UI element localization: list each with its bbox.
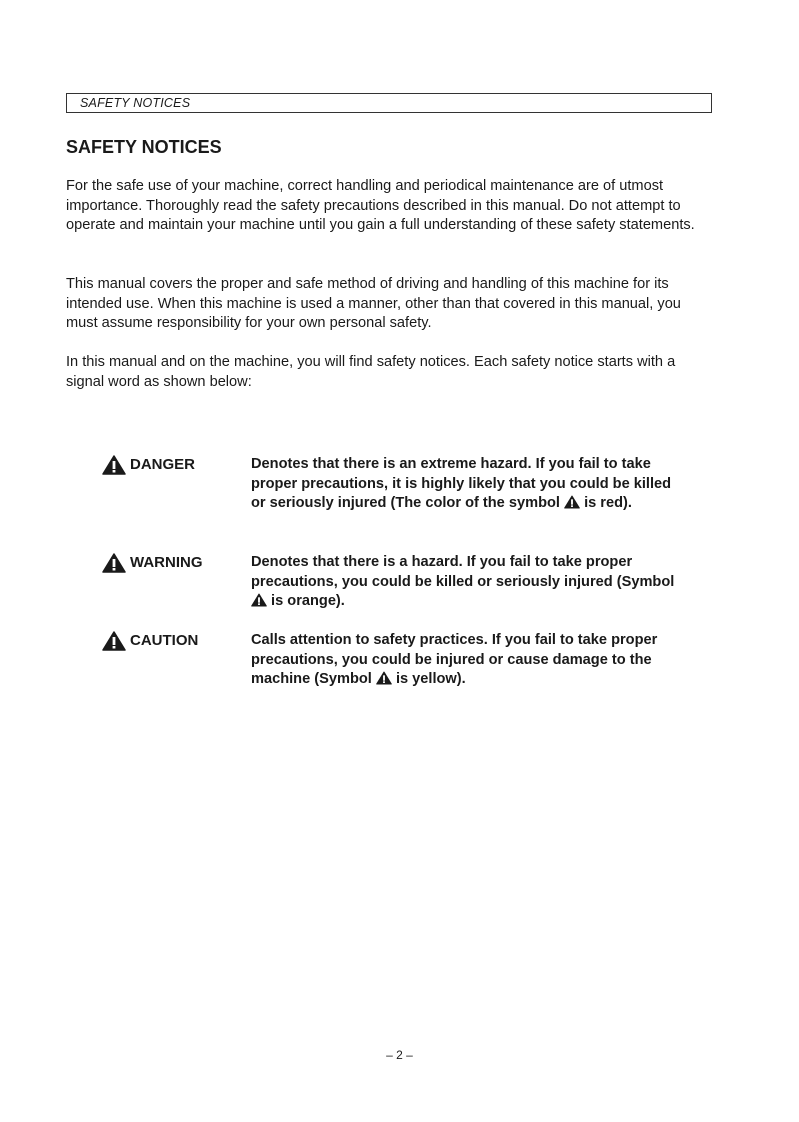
scope-paragraph: This manual covers the proper and safe method of driving and handling of this machine for its intended use. When this machine is used a manner, other than that covered in this manual, you must assume responsibility for your own personal safety.: [66, 276, 681, 332]
warning-triangle-icon: [102, 455, 126, 475]
caution-signal: [102, 631, 198, 651]
intro-paragraph: For the safe use of your machine, correct handling and periodical maintenance are of utmost importance. Thoroughly read the safety precautions described in this manual. Do not attempt to operate and maintain your machine until you gain a full understanding of these safety statements.: [66, 178, 695, 234]
danger-description: Denotes that there is an extreme hazard. If you fail to take proper precautions, it is highly likely that you could be killed or seriously injured (The color of the symbol is red).: [251, 456, 672, 512]
warning-triangle-icon: [102, 553, 126, 573]
section-header-label: SAFETY NOTICES: [80, 96, 191, 110]
warning-triangle-icon: [564, 495, 580, 509]
warning-description: Denotes that there is a hazard. If you fail to take proper precautions, you could be killed or seriously injured (Symbol is orange).: [251, 554, 675, 610]
page-title: SAFETY NOTICES: [66, 137, 222, 157]
warning-triangle-icon: [251, 593, 267, 607]
caution-label: CAUTION: [130, 632, 199, 650]
signal-word-paragraph: In this manual and on the machine, you will find safety notices. Each safety notice starts with a signal word as shown below:: [66, 354, 676, 390]
page-number: – 2 –: [386, 1048, 413, 1062]
danger-signal: [102, 455, 195, 475]
warning-signal: [102, 553, 203, 573]
section-header-box: [66, 93, 712, 113]
danger-label: DANGER: [130, 456, 196, 474]
caution-description: Calls attention to safety practices. If you fail to take proper precautions, you could be injured or cause damage to the machine (Symbol is yellow).: [251, 632, 658, 688]
warning-label: WARNING: [130, 554, 203, 572]
warning-triangle-icon: [376, 671, 392, 685]
warning-triangle-icon: [102, 631, 126, 651]
